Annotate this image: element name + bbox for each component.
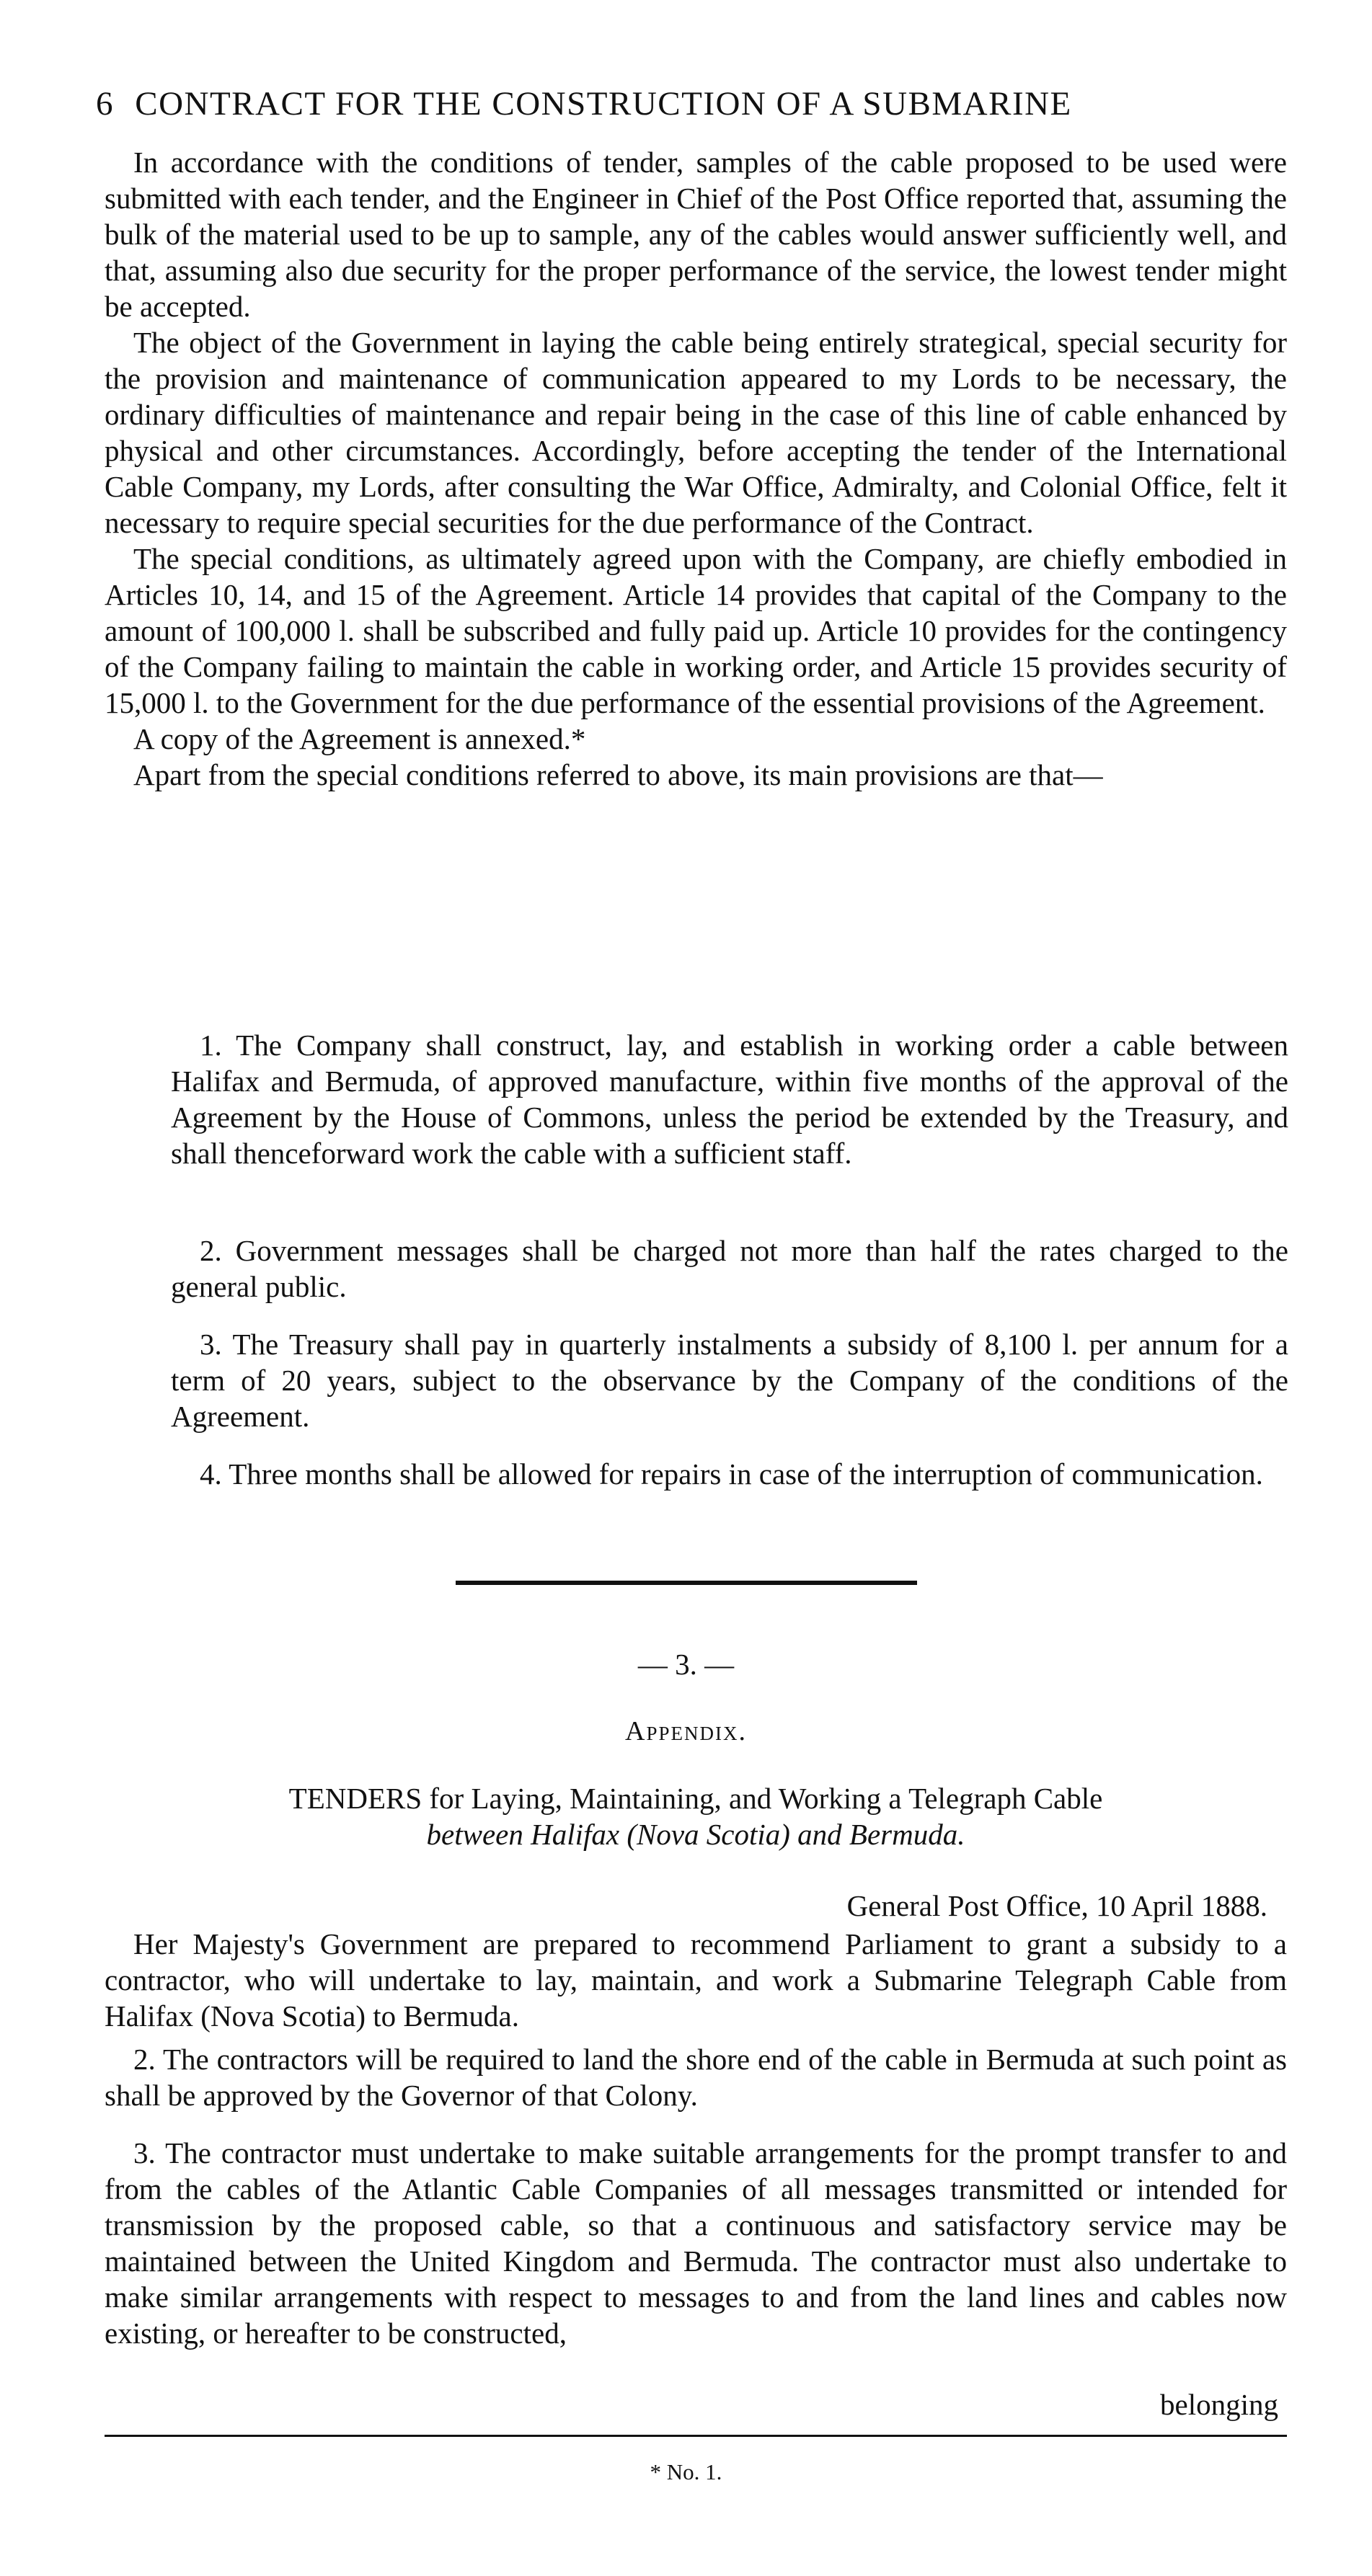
provision-item: 3. The Treasury shall pay in quarterly instalments a subsidy of 8,100 l. per annum for a term of 20 years, subject to the observance by the Company of the conditions of the Agreement. [171, 1328, 1288, 1433]
appendix-paragraph: 3. The contractor must undertake to make suitable arrangements for the prompt transfer to and from the cables of the Atlantic Cable Companies of all messages transmitted or intended for transmission by the proposed cable, so that a continuous and satisfactory service may be maintained between the United Kingdom and Bermuda. The contractor must also undertake to make similar arrangements with respect to messages to and from the land lines and cables now existing, or hereafter to be constructed, [105, 2136, 1287, 2350]
footnote-rule [105, 2435, 1287, 2437]
provision-item: 1. The Company shall construct, lay, and establish in working order a cable between Halifax and Bermuda, of approved manufacture, within five months of the approval of the Agreement by the House of Commons, unless the period be extended by the Treasury, and shall thenceforward work the cable with a sufficient staff. [171, 1029, 1288, 1170]
paragraph: A copy of the Agreement is annexed.* [133, 722, 586, 755]
provision-item: 2. Government messages shall be charged not more than half the rates charged to the general public. [171, 1234, 1288, 1303]
provision-list-2 [171, 1233, 1288, 1305]
provision-list-4 [171, 1456, 1288, 1492]
body-text [105, 144, 1287, 793]
appendix-body [105, 1926, 1287, 2034]
tenders-line-1: TENDERS for Laying, Maintaining, and Working a Telegraph Cable [288, 1782, 1103, 1815]
tenders-line-2: between Halifax (Nova Scotia) and Bermuda. [426, 1818, 965, 1851]
section-divider [456, 1581, 917, 1585]
appendix-body-3 [105, 2135, 1287, 2351]
running-title: CONTRACT FOR THE CONSTRUCTION OF A SUBMARINE [135, 85, 1072, 123]
appendix-body-2 [105, 2041, 1287, 2113]
footnote: * No. 1. [650, 2459, 722, 2484]
dateline: General Post Office, 10 April 1888. [846, 1889, 1267, 1922]
catchword: belonging [1160, 2388, 1278, 2421]
page-number: 6 [96, 85, 114, 123]
appendix-paragraph: Her Majesty's Government are prepared to recommend Parliament to grant a subsidy to a contractor, who will undertake to lay, maintain, and work a Submarine Telegraph Cable from Halifax (Nova Scotia) to Bermuda. [105, 1927, 1287, 2033]
running-header [96, 84, 1285, 123]
appendix-heading: Appendix. [625, 1716, 747, 1746]
tenders-heading [105, 1780, 1287, 1852]
provision-item: 4. Three months shall be allowed for repairs in case of the interruption of communication. [200, 1457, 1263, 1491]
provision-list-3 [171, 1326, 1288, 1434]
paragraph: The special conditions, as ultimately agreed upon with the Company, are chiefly embodied in Articles 10, 14, and 15 of the Agreement. Article 14 provides that capital of the Company to the amount of 100,000 l. shall be subscribed and fully paid up. Article 10 provides for the contingency of the Company failing to maintain the cable in working order, and Article 15 provides security of 15,000 l. to the Government for the due performance of the essential provisions of the Agreement. [105, 542, 1287, 719]
paragraph: The object of the Government in laying the cable being entirely strategical, special security for the provision and maintenance of communication appeared to my Lords to be necessary, the ordinary difficulties of maintenance and repair being in the case of this line of cable enhanced by physical and other circumstances. Accordingly, before accepting the tender of the International Cable Company, my Lords, after consulting the War Office, Admiralty, and Colonial Office, felt it necessary to require special securities for the due performance of the Contract. [105, 326, 1287, 539]
appendix-paragraph: 2. The contractors will be required to land the shore end of the cable in Bermuda at such point as shall be approved by the Governor of that Colony. [105, 2043, 1287, 2112]
section-number: — 3. — [637, 1648, 735, 1681]
paragraph: In accordance with the conditions of tender, samples of the cable proposed to be used were submitted with each tender, and the Engineer in Chief of the Post Office reported that, assuming the bulk of the material used to be up to sample, any of the cables would answer sufficiently well, and that, assuming also due security for the proper performance of the service, the lowest tender might be accepted. [105, 146, 1287, 323]
paragraph: Apart from the special conditions referred to above, its main provisions are that— [133, 758, 1103, 791]
provision-list [171, 1027, 1288, 1171]
